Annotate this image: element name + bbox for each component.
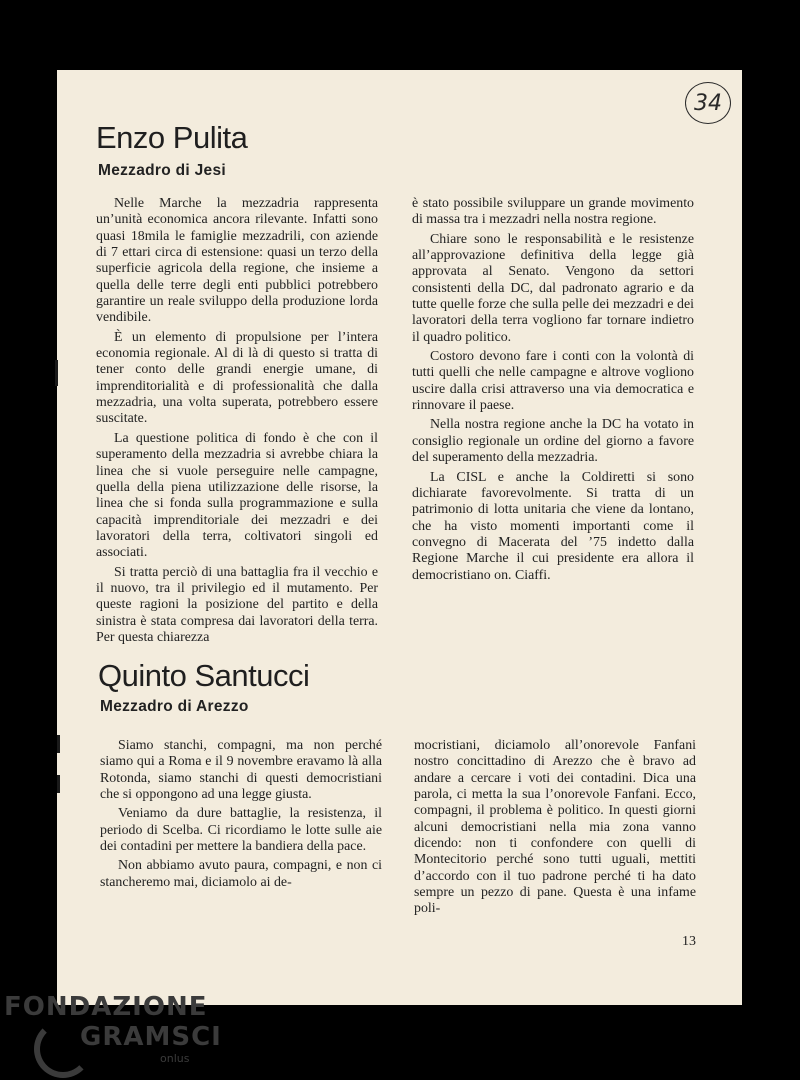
paragraph: È un elemento di propulsione per l’intera economia regionale. Al di là di questo si tratta di tener conto delle grandi energie umane, di imprenditorialità e di professionalità che dalla mezzadria, una volta superata, potrebbero essere suscitate. [96,329,378,427]
paragraph: La CISL e anche la Coldiretti si sono dichiarate favorevolmente. Si tratta di un patrimonio di lotta unitaria che viene da lontano, che ha visto momenti importanti come il convegno di Macerata del ’75 indetto dalla Regione Marche il cui presidente era allora il democristiano on. Ciaffi. [412,469,694,583]
article-2-column-2 [414,738,696,918]
paragraph: La questione politica di fondo è che con il superamento della mezzadria si avrebbe chiara la linea che si vuole perseguire nelle campagne, quella della piena utilizzazione delle risorse, la linea che si fonda sulla programmazione e sulla capacità imprenditoriale dei mezzadri e dei lavoratori della terra, coltivatori singoli ed associati. [96,430,378,561]
watermark-line-2: GRAMSCI [80,1022,222,1052]
paragraph: Costoro devono fare i conti con la volontà di tutti quelli che nelle campagne e altrove vogliono uscire dalla crisi attraverso una via democratica e rinnovare il paese. [412,349,694,414]
margin-mark [55,360,58,386]
article-1-author-role: Mezzadro di Jesi [98,162,226,179]
paragraph: Si tratta perciò di una battaglia fra il vecchio e il nuovo, tra il privilegio ed il mutamento. Per queste ragioni la posizione del partito e della sinistra è stata compresa dai lavoratori della terra. Per questa chiarezza [96,564,378,645]
watermark-line-1: FONDAZIONE [4,992,208,1022]
article-1-column-1 [96,196,378,646]
paragraph: Chiare sono le responsabilità e le resistenze all’approvazione definitiva della legge già approvata al Senato. Vengono da settori consistenti della DC, dal padronato agrario e da tutte quelle forze che sulla pelle dei mezzadri e dei lavoratori della terra vogliono far tornare indietro il quadro politico. [412,231,694,345]
paragraph: è stato possibile sviluppare un grande movimento di massa tra i mezzadri nella nostra regione. [412,196,694,228]
archive-number-stamp: 34 [685,82,731,124]
paragraph: Siamo stanchi, compagni, ma non perché siamo qui a Roma e il 9 novembre eravamo là alla Rotonda, siamo stanchi di questi democristiani che si oppongono ad una legge giusta. [100,738,382,803]
paragraph: Veniamo da dure battaglie, la resistenza, il periodo di Scelba. Ci ricordiamo le lotte sulle aie dei contadini per mettere la bandiera della pace. [100,806,382,855]
margin-mark [57,775,60,793]
article-2-author-name: Quinto Santucci [98,658,310,693]
watermark-sub: onlus [160,1052,190,1065]
article-2-column-1 [100,738,382,891]
article-1-column-2 [412,196,694,584]
article-1-author-name: Enzo Pulita [96,120,248,155]
paragraph: Non abbiamo avuto paura, compagni, e non ci stancheremo mai, diciamolo ai de- [100,858,382,890]
paragraph: Nelle Marche la mezzadria rappresenta un’unità economica ancora rilevante. Infatti sono quasi 18mila le famiglie mezzadrili, con aziende di 7 ettari circa di estensione: quasi un terzo della superficie agricola della regione, che insieme a quella delle terre degli enti pubblici potrebbero garantire un reale sviluppo della produzione lorda vendibile. [96,196,378,326]
page-number: 13 [682,934,696,949]
article-2-author-role: Mezzadro di Arezzo [100,698,249,715]
margin-mark [57,735,60,753]
paragraph: mocristiani, diciamolo all’onorevole Fanfani nostro concittadino di Arezzo che è bravo ad andare a cercare i voti dei contadini. Dica una parola, ci metta la sua l’onorevole Fanfani. Ecco, compagni, il problema è politico. In questi giorni alcuni democristiani nella mia zona vanno dicendo: non ti confondere con quelli di Montecitorio perché sono tutti uguali, mettiti d’accordo con il tuo padrone perché ti ha dato sempre un pezzo di pane. Questa è una infame poli- [414,738,696,917]
paragraph: Nella nostra regione anche la DC ha votato in consiglio regionale un ordine del giorno a favore del superamento della mezzadria. [412,417,694,466]
